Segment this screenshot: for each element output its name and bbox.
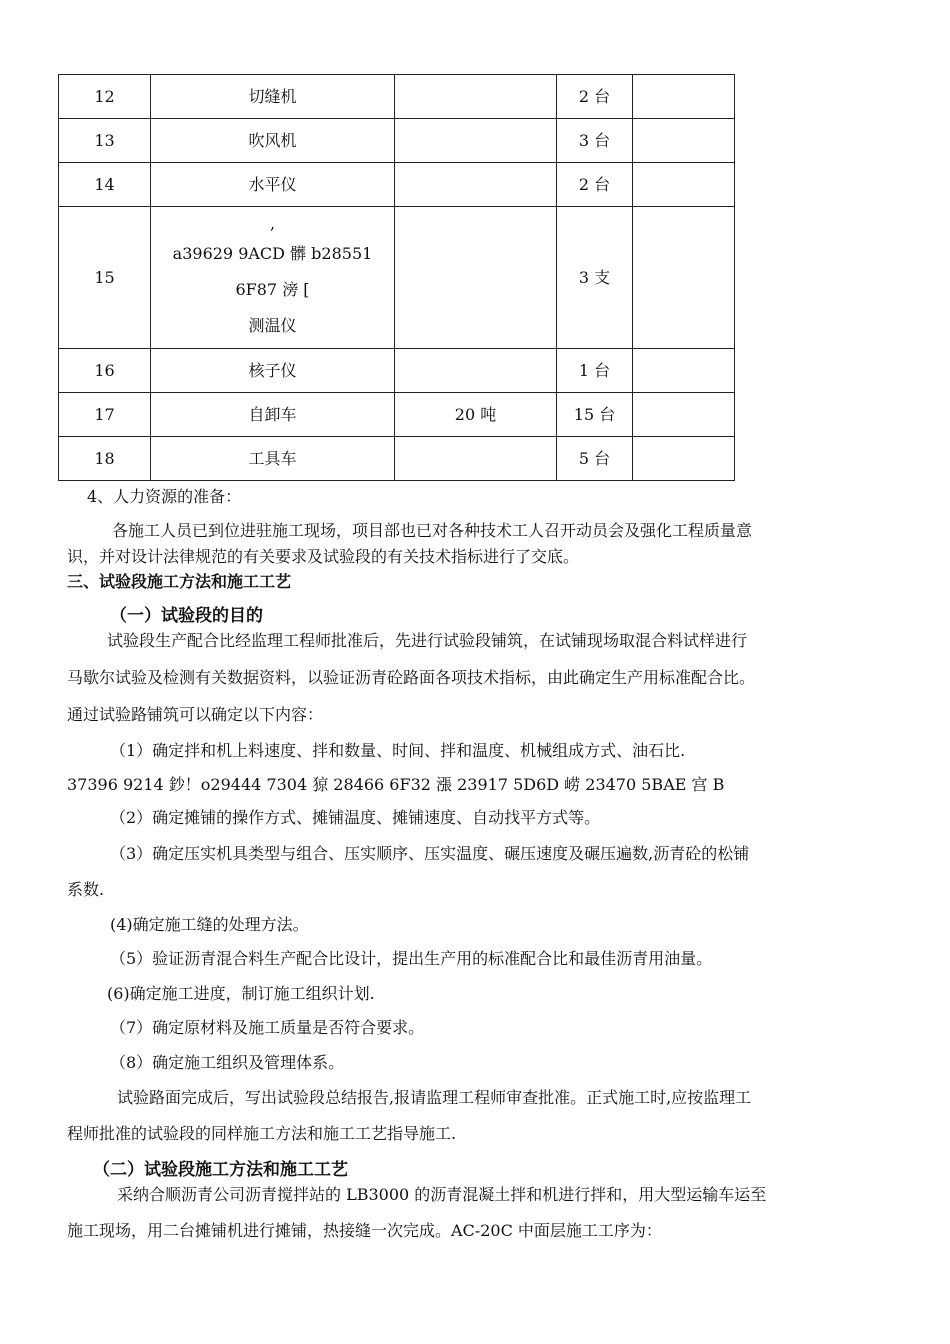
equipment-table xyxy=(58,74,735,481)
equipment-note xyxy=(633,437,735,481)
equipment-name xyxy=(151,207,395,349)
equipment-spec xyxy=(395,163,557,207)
equipment-spec xyxy=(395,207,557,349)
equipment-qty: 2 台 xyxy=(557,163,633,207)
paragraph-line: 各施工人员已到位进驻施工现场，项目部也已对各种技术工人召开动员会及强化工程质量意 xyxy=(112,521,753,540)
list-item: (4)确定施工缝的处理方法。 xyxy=(110,915,309,934)
equipment-note xyxy=(633,163,735,207)
equipment-note xyxy=(633,393,735,437)
equipment-spec xyxy=(395,349,557,393)
equipment-name-line: a39629 9ACD 髒 b28551 xyxy=(172,243,373,263)
table-row xyxy=(59,349,735,393)
equipment-note xyxy=(633,75,735,119)
equipment-note xyxy=(633,207,735,349)
equipment-spec: 20 吨 xyxy=(395,393,557,437)
list-item: （5）验证沥青混合料生产配合比设计，提出生产用的标准配合比和最佳沥青用油量。 xyxy=(110,949,713,968)
paragraph-line: 试验路面完成后，写出试验段总结报告,报请监理工程师审查批准。正式施工时,应按监理工 xyxy=(117,1088,752,1107)
paragraph-line: 马歇尔试验及检测有关数据资料，以验证沥青砼路面各项技术指标，由此确定生产用标准配合比。 xyxy=(67,668,756,687)
equipment-spec xyxy=(395,75,557,119)
equipment-name-line: 测温仪 xyxy=(248,315,297,335)
paragraph-line: 试验段生产配合比经监理工程师批准后，先进行试验段铺筑，在试铺现场取混合料试样进行 xyxy=(107,631,748,650)
equipment-name-line: , xyxy=(269,213,276,233)
equipment-qty: 3 台 xyxy=(557,119,633,163)
list-item: （3）确定压实机具类型与组合、压实顺序、压实温度、碾压速度及碾压遍数,沥青砼的松铺 xyxy=(110,844,750,863)
row-number: 12 xyxy=(59,75,151,119)
equipment-spec xyxy=(395,437,557,481)
paragraph-line: 施工现场，用二台摊铺机进行摊铺，热接缝一次完成。AC-20C 中面层施工工序为： xyxy=(67,1221,662,1240)
equipment-name: 吹风机 xyxy=(151,119,395,163)
table-row xyxy=(59,207,735,349)
paragraph-line: 程师批准的试验段的同样施工方法和施工工艺指导施工. xyxy=(67,1124,457,1143)
table-row xyxy=(59,75,735,119)
subsection-2-heading: （二）试验段施工方法和施工工艺 xyxy=(93,1160,348,1180)
list-item-continuation: 系数. xyxy=(67,880,105,899)
table-row xyxy=(59,393,735,437)
row-number: 14 xyxy=(59,163,151,207)
equipment-name: 工具车 xyxy=(151,437,395,481)
equipment-name: 自卸车 xyxy=(151,393,395,437)
equipment-qty: 2 台 xyxy=(557,75,633,119)
list-item: （2）确定摊铺的操作方式、摊铺温度、摊铺速度、自动找平方式等。 xyxy=(110,808,601,827)
equipment-qty: 15 台 xyxy=(557,393,633,437)
table-row xyxy=(59,163,735,207)
section-4-heading: 4、人力资源的准备： xyxy=(87,487,242,506)
row-number: 13 xyxy=(59,119,151,163)
list-item: （1）确定拌和机上料速度、拌和数量、时间、拌和温度、机械组成方式、油石比. xyxy=(110,741,686,760)
section-3-heading: 三、试验段施工方法和施工工艺 xyxy=(67,572,292,591)
equipment-name: 核子仪 xyxy=(151,349,395,393)
equipment-note xyxy=(633,349,735,393)
equipment-name: 水平仪 xyxy=(151,163,395,207)
list-item: (6)确定施工进度，制订施工组织计划. xyxy=(107,984,375,1003)
paragraph-line: 识，并对设计法律规范的有关要求及试验段的有关技术指标进行了交底。 xyxy=(67,547,580,566)
list-item: （8）确定施工组织及管理体系。 xyxy=(110,1053,345,1072)
equipment-name-line: 6F87 滂 [ xyxy=(235,279,310,299)
table-row xyxy=(59,119,735,163)
row-number: 18 xyxy=(59,437,151,481)
equipment-qty: 1 台 xyxy=(557,349,633,393)
subsection-1-heading: （一）试验段的目的 xyxy=(110,606,263,626)
row-number: 16 xyxy=(59,349,151,393)
equipment-name: 切缝机 xyxy=(151,75,395,119)
row-number: 15 xyxy=(59,207,151,349)
list-item: （7）确定原材料及施工质量是否符合要求。 xyxy=(110,1018,425,1037)
equipment-note xyxy=(633,119,735,163)
garbled-text-line: 37396 9214 鈔！o29444 7304 猄 28466 6F32 漲 23917 5D6D 崂 23470 5BAE 宫 B xyxy=(67,775,725,794)
table-row xyxy=(59,437,735,481)
paragraph-line: 采纳合顺沥青公司沥青搅拌站的 LB3000 的沥青混凝土拌和机进行拌和，用大型运输车运至 xyxy=(117,1185,767,1204)
equipment-qty: 5 台 xyxy=(557,437,633,481)
paragraph-line: 通过试验路铺筑可以确定以下内容： xyxy=(67,705,324,724)
equipment-qty: 3 支 xyxy=(557,207,633,349)
row-number: 17 xyxy=(59,393,151,437)
equipment-spec xyxy=(395,119,557,163)
